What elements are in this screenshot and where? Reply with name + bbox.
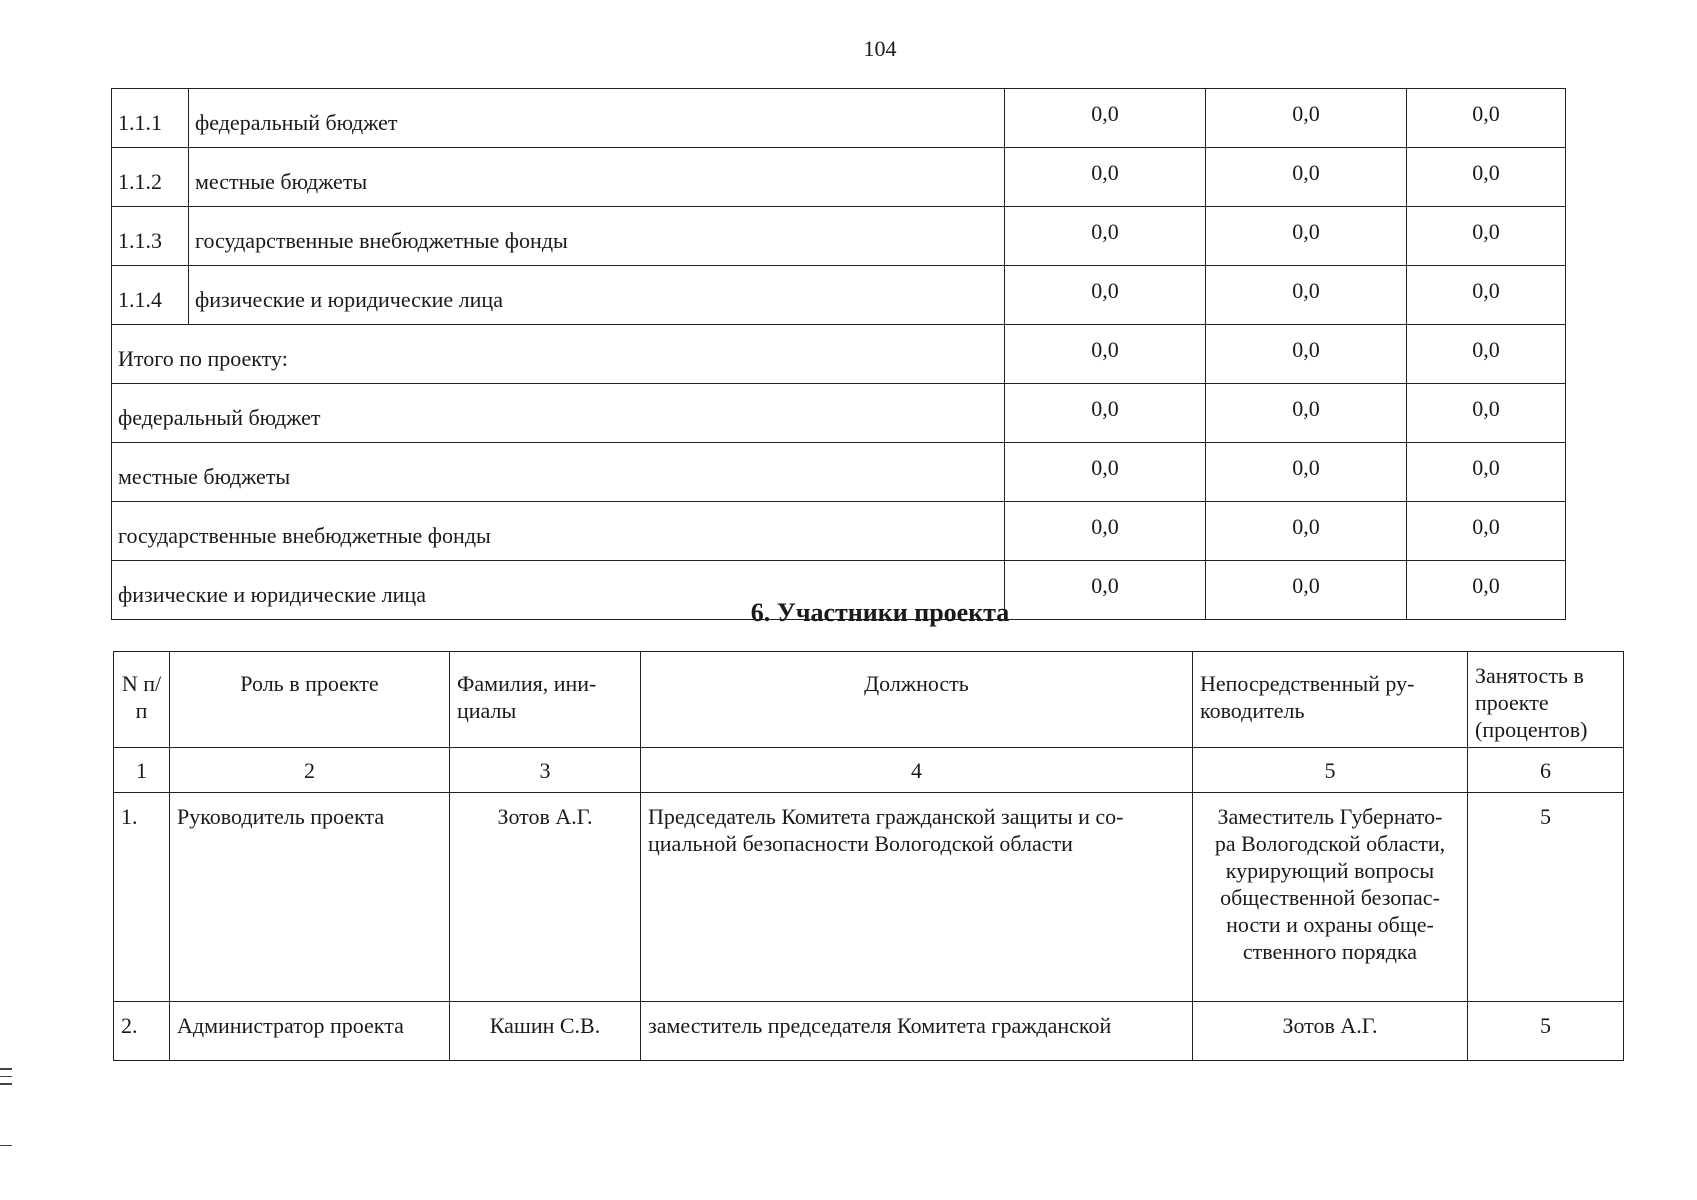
row-value: 0,0 — [1407, 148, 1566, 207]
total-value: 0,0 — [1005, 384, 1206, 443]
finance-table — [111, 88, 1566, 620]
total-value: 0,0 — [1005, 325, 1206, 384]
index-cell: 1 — [114, 748, 170, 793]
row-value: 0,0 — [1206, 266, 1407, 325]
total-value: 0,0 — [1407, 325, 1566, 384]
total-label: государственные внебюджетные фонды — [112, 502, 1005, 561]
total-value: 0,0 — [1206, 561, 1407, 620]
row-value: 0,0 — [1407, 89, 1566, 148]
total-value: 0,0 — [1407, 561, 1566, 620]
row-code: 1.1.4 — [112, 266, 189, 325]
row-code: 1.1.2 — [112, 148, 189, 207]
row-value: 0,0 — [1206, 89, 1407, 148]
participant-employment: 5 — [1468, 793, 1624, 1002]
total-label: Итого по проекту: — [112, 325, 1005, 384]
participants-table — [113, 651, 1624, 1061]
total-label: местные бюджеты — [112, 443, 1005, 502]
total-value: 0,0 — [1206, 384, 1407, 443]
row-label: местные бюджеты — [189, 148, 1005, 207]
total-row — [112, 502, 1566, 561]
total-row — [112, 443, 1566, 502]
index-cell: 3 — [450, 748, 641, 793]
total-row — [112, 384, 1566, 443]
index-cell: 2 — [170, 748, 450, 793]
participant-row — [114, 793, 1624, 1002]
finance-row — [112, 207, 1566, 266]
total-value: 0,0 — [1407, 443, 1566, 502]
total-value: 0,0 — [1206, 502, 1407, 561]
total-value: 0,0 — [1206, 443, 1407, 502]
index-cell: 5 — [1193, 748, 1468, 793]
total-label: федеральный бюджет — [112, 384, 1005, 443]
row-label: государственные внебюджетные фонды — [189, 207, 1005, 266]
header-position: Должность — [641, 652, 1193, 748]
total-value: 0,0 — [1005, 502, 1206, 561]
finance-row — [112, 148, 1566, 207]
total-row — [112, 325, 1566, 384]
index-row — [114, 748, 1624, 793]
header-role: Роль в проекте — [170, 652, 450, 748]
row-label: физические и юридические лица — [189, 266, 1005, 325]
participant-name: Кашин С.В. — [450, 1002, 641, 1061]
index-cell: 4 — [641, 748, 1193, 793]
participant-num: 1. — [114, 793, 170, 1002]
header-manager: Непосредственный ру- ководитель — [1193, 652, 1468, 748]
participant-employment: 5 — [1468, 1002, 1624, 1061]
participant-manager: Зотов А.Г. — [1193, 1002, 1468, 1061]
total-label: физические и юридические лица — [112, 561, 1005, 620]
row-label: федеральный бюджет — [189, 89, 1005, 148]
row-value: 0,0 — [1206, 207, 1407, 266]
participant-role: Руководитель проекта — [170, 793, 450, 1002]
row-code: 1.1.1 — [112, 89, 189, 148]
row-value: 0,0 — [1005, 207, 1206, 266]
participant-position: заместитель председателя Комитета гражданской — [641, 1002, 1193, 1061]
row-value: 0,0 — [1407, 266, 1566, 325]
participant-manager: Заместитель Губернато- ра Вологодской области, курирующий вопросы общественной безопас- ности и охраны обще- ственного порядка — [1193, 793, 1468, 1002]
row-value: 0,0 — [1005, 148, 1206, 207]
participant-row — [114, 1002, 1624, 1061]
total-value: 0,0 — [1005, 561, 1206, 620]
page-number: 104 — [863, 36, 897, 61]
participant-position: Председатель Комитета гражданской защиты и со- циальной безопасности Вологодской области — [641, 793, 1193, 1002]
section-title: 6. Участники проекта — [750, 598, 1010, 627]
header-num: N п/п — [114, 652, 170, 748]
total-value: 0,0 — [1407, 384, 1566, 443]
row-value: 0,0 — [1407, 207, 1566, 266]
total-value: 0,0 — [1407, 502, 1566, 561]
header-employment: Занятость в проекте (процентов) — [1468, 652, 1624, 748]
finance-row — [112, 89, 1566, 148]
total-value: 0,0 — [1005, 443, 1206, 502]
row-value: 0,0 — [1206, 148, 1407, 207]
row-code: 1.1.3 — [112, 207, 189, 266]
total-value: 0,0 — [1206, 325, 1407, 384]
row-value: 0,0 — [1005, 266, 1206, 325]
participant-name: Зотов А.Г. — [450, 793, 641, 1002]
header-row — [114, 652, 1624, 748]
participant-num: 2. — [114, 1002, 170, 1061]
margin-marks — [0, 1068, 12, 1152]
finance-row — [112, 266, 1566, 325]
index-cell: 6 — [1468, 748, 1624, 793]
header-name: Фамилия, ини- циалы — [450, 652, 641, 748]
participant-role: Администратор проекта — [170, 1002, 450, 1061]
row-value: 0,0 — [1005, 89, 1206, 148]
